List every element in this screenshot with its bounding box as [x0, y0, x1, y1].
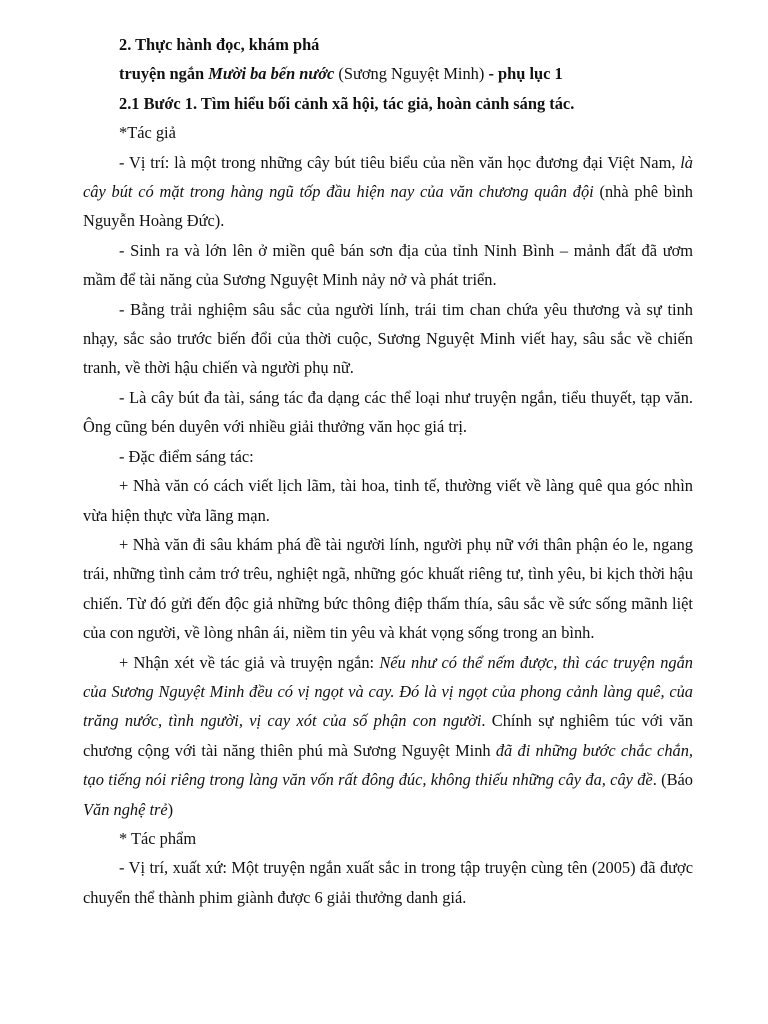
position-text: - Vị trí: là một trong những cây bút tiêu biểu của nền văn học đương đại Việt Nam, — [119, 152, 681, 172]
review-source-close: ) — [167, 799, 174, 819]
features-label: - Đặc điểm sáng tác: — [119, 446, 254, 466]
document-page — [83, 30, 693, 912]
section-heading: 2. Thực hành đọc, khám phá — [119, 35, 320, 54]
step-heading: 2.1 Bước 1. Tìm hiểu bối cảnh xã hội, tác giả, hoàn cảnh sáng tác. — [119, 93, 575, 113]
author-talent: - Là cây bút đa tài, sáng tác đa dạng các thể loại như truyện ngắn, tiểu thuyết, tạp văn. Ông cũng bén duyên với nhiều giải thưởng văn học giá trị. — [83, 387, 693, 437]
position-quote: là cây bút có mặt trong hàng ngũ tốp đầu hiện nay của văn chương quân đội — [83, 152, 693, 202]
author-label: *Tác giả — [119, 123, 176, 143]
work-origin: - Vị trí, xuất xứ: Một truyện ngắn xuất sắc in trong tập truyện cùng tên (2005) đã được chuyển thể thành phim giành được 6 giải thưởng danh giá. — [83, 858, 693, 907]
story-title: Mười ba bến nước — [208, 64, 335, 84]
author-review — [83, 648, 693, 824]
author-experience: - Bằng trải nghiệm sâu sắc của người lính, trái tim chan chứa yêu thương và sự tinh nhạy, sắc sảo trước biến đổi của thời cuộc, Sương Nguyệt Minh viết hay, sâu sắc về chiến tranh, về thời hậu chiến và người phụ nữ. — [83, 299, 693, 378]
review-quote-1: Nếu như có thể nếm được, thì các truyện ngắn của Sương Nguyệt Minh đều có vị ngọt và cay. Đó là vị ngọt của phong cảnh làng quê, của trăng nước, tình người, vị cay xót của số phận con người — [83, 652, 693, 731]
position-source: (nhà phê bình Nguyễn Hoàng Đức). — [83, 182, 693, 231]
review-quote-2: đã đi những bước chắc chắn, tạo tiếng nói riêng trong làng văn vốn rất đông đúc, không thiếu những cây đa, cây đề — [83, 740, 694, 790]
story-line — [83, 59, 693, 88]
feature-1: + Nhà văn có cách viết lịch lãm, tài hoa, tinh tế, thường viết về làng quê qua góc nhìn vừa hiện thực vừa lãng mạn. — [83, 476, 693, 525]
author-birth: - Sinh ra và lớn lên ở miền quê bán sơn địa của tỉnh Ninh Bình – mảnh đất đã ươm mầm để tài năng của Sương Nguyệt Minh nảy nở và phát triển. — [83, 240, 693, 290]
story-prefix: truyện ngắn — [119, 64, 209, 84]
review-middle: . Chính sự nghiêm túc với văn chương cộng với tài năng thiên phú mà Sương Nguyệt Minh — [83, 711, 693, 760]
review-source-open: . (Báo — [652, 770, 693, 790]
review-source-name: Văn nghệ trẻ — [83, 799, 168, 819]
feature-2: + Nhà văn đi sâu khám phá đề tài người lính, người phụ nữ với thân phận éo le, ngang trái, những tình cảm trớ trêu, nghiệt ngã, những góc khuất riêng tư, tình yêu, bi kịch thời hậu chiến. Từ đó gửi đến độc giả những bức thông điệp thấm thía, sâu sắc về sức sống mãnh liệt của con người, về lòng nhân ái, niềm tin yêu và khát vọng sống trong an bình. — [83, 534, 693, 643]
story-appendix: - phụ lục 1 — [488, 64, 563, 84]
story-author: (Sương Nguyệt Minh) — [334, 64, 489, 84]
work-label: * Tác phẩm — [119, 828, 197, 848]
review-lead: + Nhận xét về tác giả và truyện ngắn: — [119, 652, 380, 672]
author-position — [83, 148, 693, 236]
